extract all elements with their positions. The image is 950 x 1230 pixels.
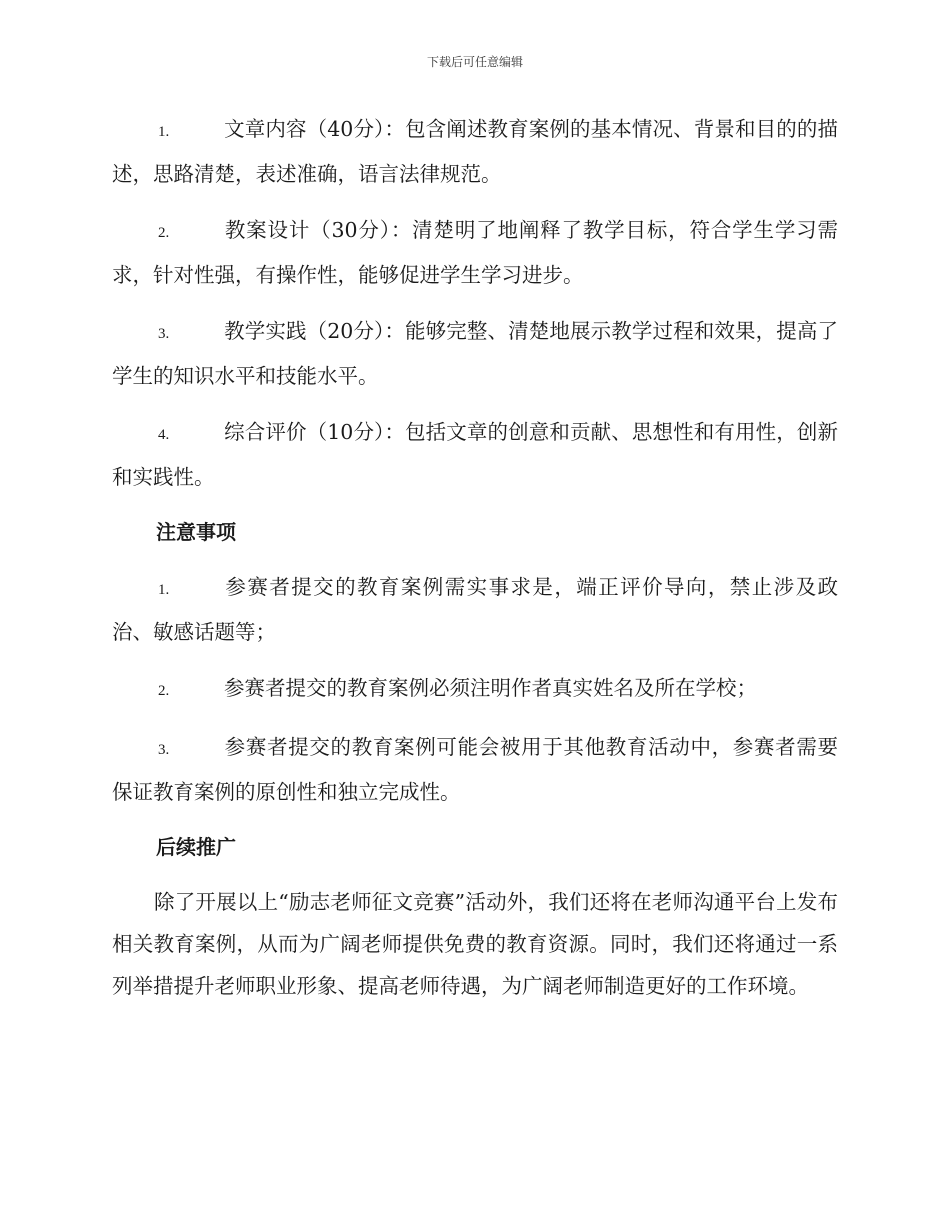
scoring-item: [112, 209, 838, 296]
item-text: 综合评价（10分）：包括文章的创意和贡献、思想性和有用性，创新和实践性。: [112, 420, 838, 489]
note-item: [112, 726, 838, 813]
scoring-item: [112, 310, 838, 397]
scoring-item: [112, 108, 838, 195]
note-item: [112, 566, 838, 653]
note-item: [112, 667, 838, 712]
item-number: 2.: [158, 683, 170, 699]
document-body: [112, 108, 838, 1021]
item-text: 教案设计（30分）：清楚明了地阐释了教学目标，符合学生学习需求，针对性强，有操作性，能够促进学生学习进步。: [112, 218, 838, 287]
section-heading-promotion: 后续推广: [156, 835, 236, 859]
item-text: 参赛者提交的教育案例可能会被用于其他教育活动中，参赛者需要保证教育案例的原创性和独立完成性。: [112, 735, 838, 804]
item-text: 参赛者提交的教育案例需实事求是，端正评价导向，禁止涉及政治、敏感话题等；: [112, 575, 838, 644]
item-number: 4.: [158, 427, 170, 443]
item-number: 2.: [158, 225, 170, 241]
item-text: 参赛者提交的教育案例必须注明作者真实姓名及所在学校；: [224, 676, 757, 700]
item-text: 文章内容（40分）：包含阐述教育案例的基本情况、背景和目的的描述，思路清楚，表述准确，语言法律规范。: [112, 117, 838, 186]
item-number: 3.: [158, 742, 170, 758]
item-number: 3.: [158, 326, 170, 342]
scoring-item: [112, 411, 838, 498]
item-number: 1.: [158, 124, 170, 140]
item-number: 1.: [158, 582, 170, 598]
section-heading-notes: 注意事项: [156, 520, 236, 544]
promotion-paragraph: 除了开展以上“励志老师征文竞赛”活动外，我们还将在老师沟通平台上发布相关教育案例，从而为广阔老师提供免费的教育资源。同时，我们还将通过一系列举措提升老师职业形象、提高老师待遇，为广阔老师制造更好的工作环境。: [112, 890, 838, 998]
page-header: 下载后可任意编辑: [426, 55, 523, 69]
item-text: 教学实践（20分）：能够完整、清楚地展示教学过程和效果，提高了学生的知识水平和技能水平。: [112, 319, 838, 388]
